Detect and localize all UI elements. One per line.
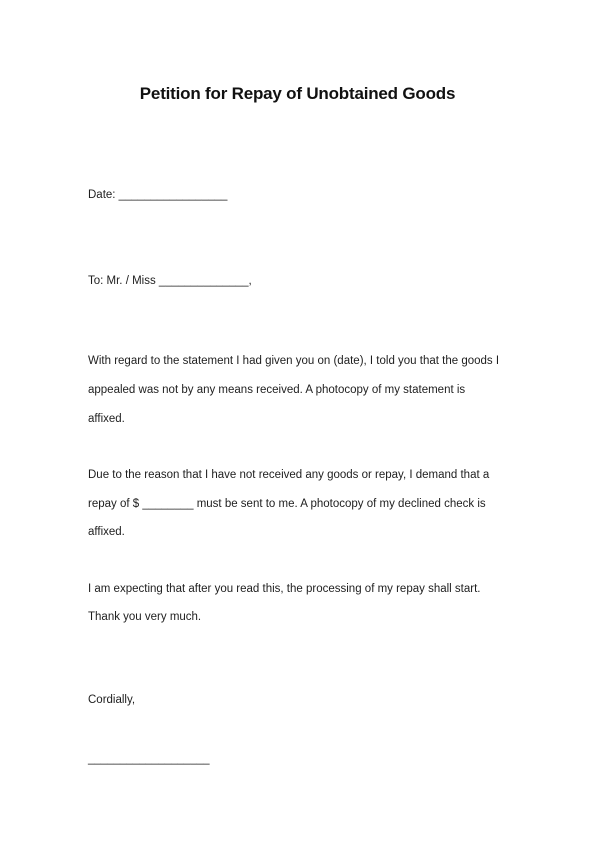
paragraph-2-line-3: affixed. [88, 526, 125, 538]
closing-line: Cordially, [88, 694, 136, 706]
paragraph-1-line-3: affixed. [88, 413, 125, 425]
paragraph-3-line-1: I am expecting that after you read this, the processing of my repay shall start. [88, 583, 481, 595]
paragraph-1-line-1: With regard to the statement I had given you on (date), I told you that the goods I [88, 355, 500, 367]
paragraph-1-line-2: appealed was not by any means received. A photocopy of my statement is [88, 384, 466, 396]
date-line: Date: _________________ [88, 189, 228, 201]
recipient-line: To: Mr. / Miss ______________, [88, 275, 252, 287]
page-title: Petition for Repay of Unobtained Goods [139, 84, 456, 103]
paragraph-3-line-2: Thank you very much. [88, 611, 202, 623]
signature-line: ___________________ [88, 753, 210, 765]
paragraph-2-line-1: Due to the reason that I have not received any goods or repay, I demand that a [88, 469, 490, 481]
paragraph-2-line-2: repay of $ ________ must be sent to me. A photocopy of my declined check is [88, 498, 486, 510]
